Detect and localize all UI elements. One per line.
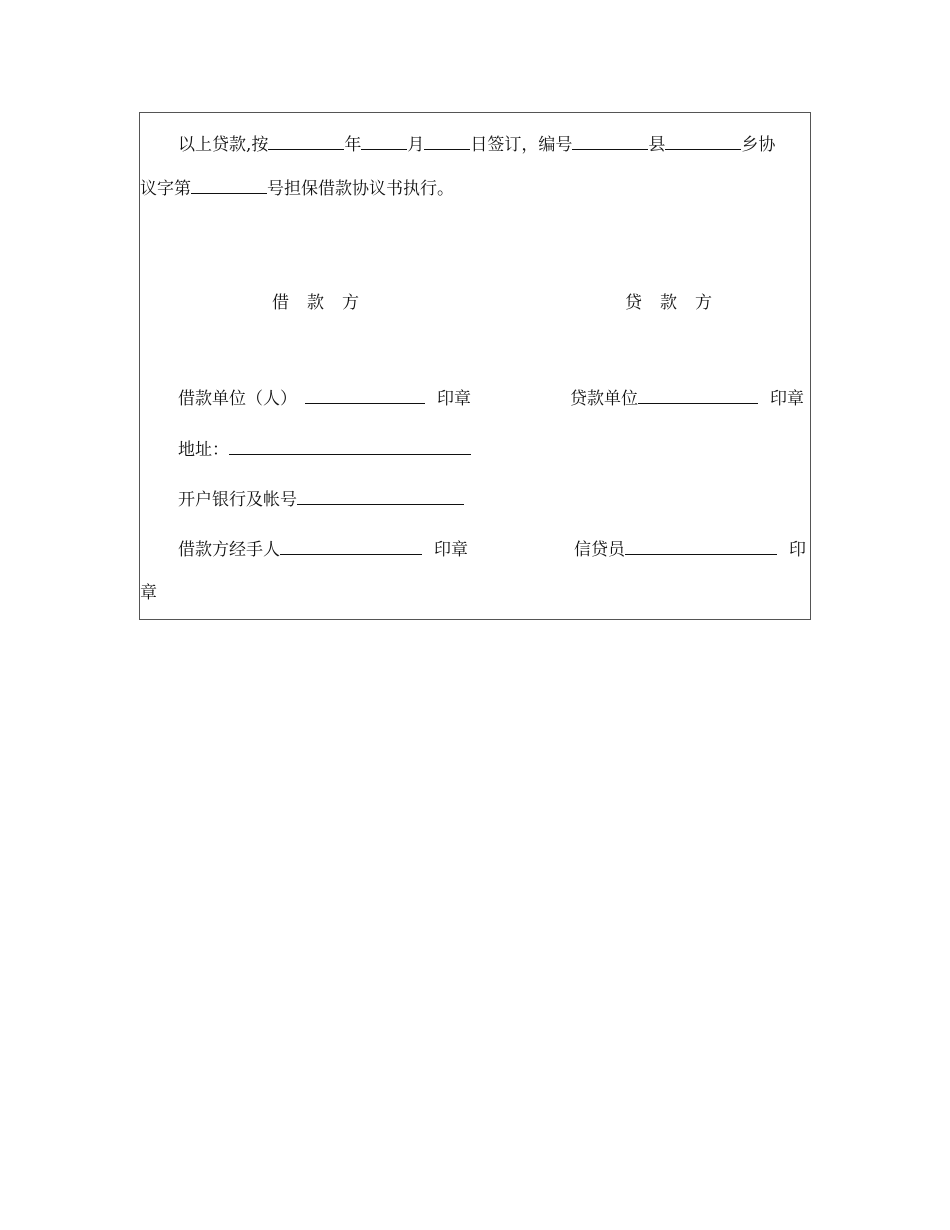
lender-unit-row	[570, 389, 804, 409]
loan-officer-seal-wrap	[140, 583, 157, 603]
borrower-agent-seal-label: 印章	[434, 540, 468, 560]
clause-text-county: 县	[648, 135, 666, 155]
borrower-seal-label: 印章	[437, 389, 471, 409]
clause-text-township: 乡协	[741, 135, 776, 155]
address-label: 地址：	[178, 440, 229, 460]
clause-line-1	[178, 135, 775, 155]
borrower-unit-blank[interactable]	[305, 389, 425, 404]
borrower-heading: 借款方	[272, 293, 377, 313]
loan-officer-row	[574, 540, 806, 560]
month-blank[interactable]	[361, 135, 407, 150]
borrower-agent-label: 借款方经手人	[178, 540, 280, 560]
lender-unit-blank[interactable]	[638, 389, 758, 404]
lender-heading: 贷款方	[625, 293, 730, 313]
number-blank[interactable]	[572, 135, 648, 150]
borrower-agent-blank[interactable]	[280, 540, 422, 555]
year-blank[interactable]	[268, 135, 344, 150]
clause-text-month: 月	[407, 135, 425, 155]
borrower-unit-label: 借款单位（人）	[178, 389, 297, 409]
clause-text-agreement: 议字第	[140, 179, 191, 199]
day-blank[interactable]	[424, 135, 470, 150]
borrower-agent-row	[178, 540, 468, 560]
borrower-unit-row	[178, 389, 471, 409]
clause-line-2	[140, 179, 454, 199]
address-blank[interactable]	[229, 440, 471, 455]
clause-text-year: 年	[344, 135, 362, 155]
clause-text-day-number: 日签订，编号	[470, 135, 573, 155]
clause-text-loan: 以上贷款,按	[178, 135, 269, 155]
loan-officer-blank[interactable]	[625, 540, 777, 555]
agreement-number-blank[interactable]	[191, 179, 267, 194]
loan-officer-label: 信贷员	[574, 540, 625, 560]
bank-account-label: 开户银行及帐号	[178, 490, 297, 510]
loan-officer-seal-wrap-text: 章	[140, 583, 157, 603]
bank-account-row	[178, 490, 464, 510]
clause-text-execution: 号担保借款协议书执行。	[267, 179, 454, 199]
address-row	[178, 440, 471, 460]
loan-officer-seal-label: 印	[789, 540, 806, 560]
county-blank[interactable]	[665, 135, 741, 150]
lender-unit-label: 贷款单位	[570, 389, 638, 409]
bank-account-blank[interactable]	[297, 490, 464, 505]
contract-form-box	[139, 112, 811, 620]
lender-seal-label: 印章	[770, 389, 804, 409]
